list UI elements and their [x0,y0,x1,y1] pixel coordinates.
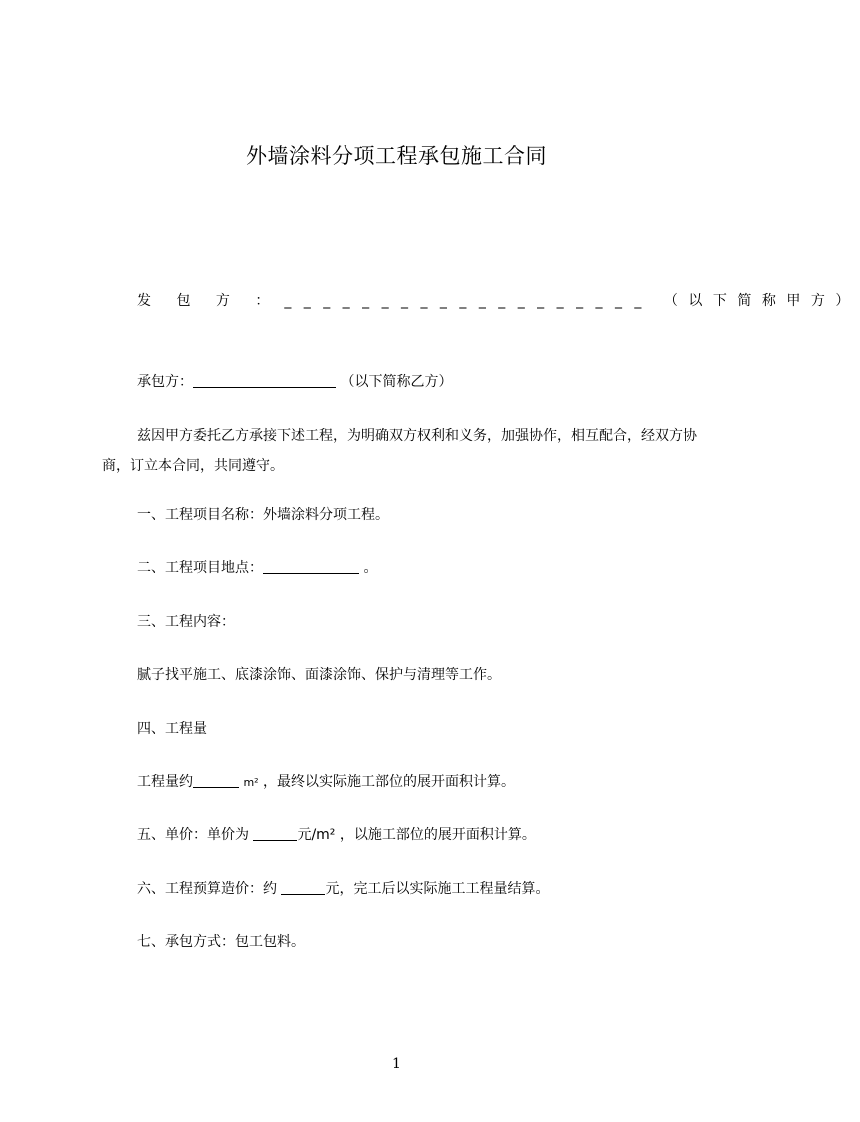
section-3-body: 腻子找平施工、底漆涂饰、面漆涂饰、保护与清理等工作。 [137,667,501,683]
unit-price-label: 五、单价：单价为 [137,827,249,843]
section-6 [137,879,549,899]
quantity-unit: m² [243,776,259,789]
intro-paragraph [102,421,700,481]
section-5 [137,825,536,845]
party-b-line [137,372,452,392]
contract-title: 外墙涂料分项工程承包施工合同 [246,144,547,168]
section-4-body [137,772,515,793]
party-a-suffix: （以下简称甲方） [663,293,860,309]
party-a-line [137,291,860,311]
quantity-blank [193,773,239,788]
section-3: 三、工程内容： [137,614,235,630]
section-2-label: 二、工程项目地点： [137,560,263,576]
section-1: 一、工程项目名称：外墙涂料分项工程。 [137,507,389,523]
party-b-blank [193,373,336,388]
section-2 [137,558,377,578]
quantity-label: 工程量约 [137,774,193,790]
party-b-label: 承包方： [137,374,193,390]
unit-price-blank [253,826,297,841]
location-blank [263,559,359,574]
budget-note: 元，完工后以实际施工工程量结算。 [325,881,550,897]
party-a-blank: _ _ _ _ _ _ _ _ _ _ _ _ _ _ _ _ _ _ _ [284,293,646,309]
budget-label: 六、工程预算造价：约 [137,881,277,897]
page-number: 1 [392,1056,401,1072]
section-4: 四、工程量 [137,721,207,737]
unit-price-note: ，以施工部位的展开面积计算。 [339,827,536,843]
party-b-suffix: （以下简称乙方） [340,374,453,390]
party-a-label: 发 包 方 ： [137,293,280,309]
section-7: 七、承包方式：包工包料。 [137,934,305,950]
quantity-note: ，最终以实际施工部位的展开面积计算。 [263,774,516,790]
intro-text: 兹因甲方委托乙方承接下述工程，为明确双方权利和义务，加强协作，相互配合，经双方协商，订立本合同，共同遵守。 [102,428,697,474]
section-2-end: 。 [363,560,378,576]
budget-blank [281,880,325,895]
unit-price-unit: 元/m² [297,827,336,843]
